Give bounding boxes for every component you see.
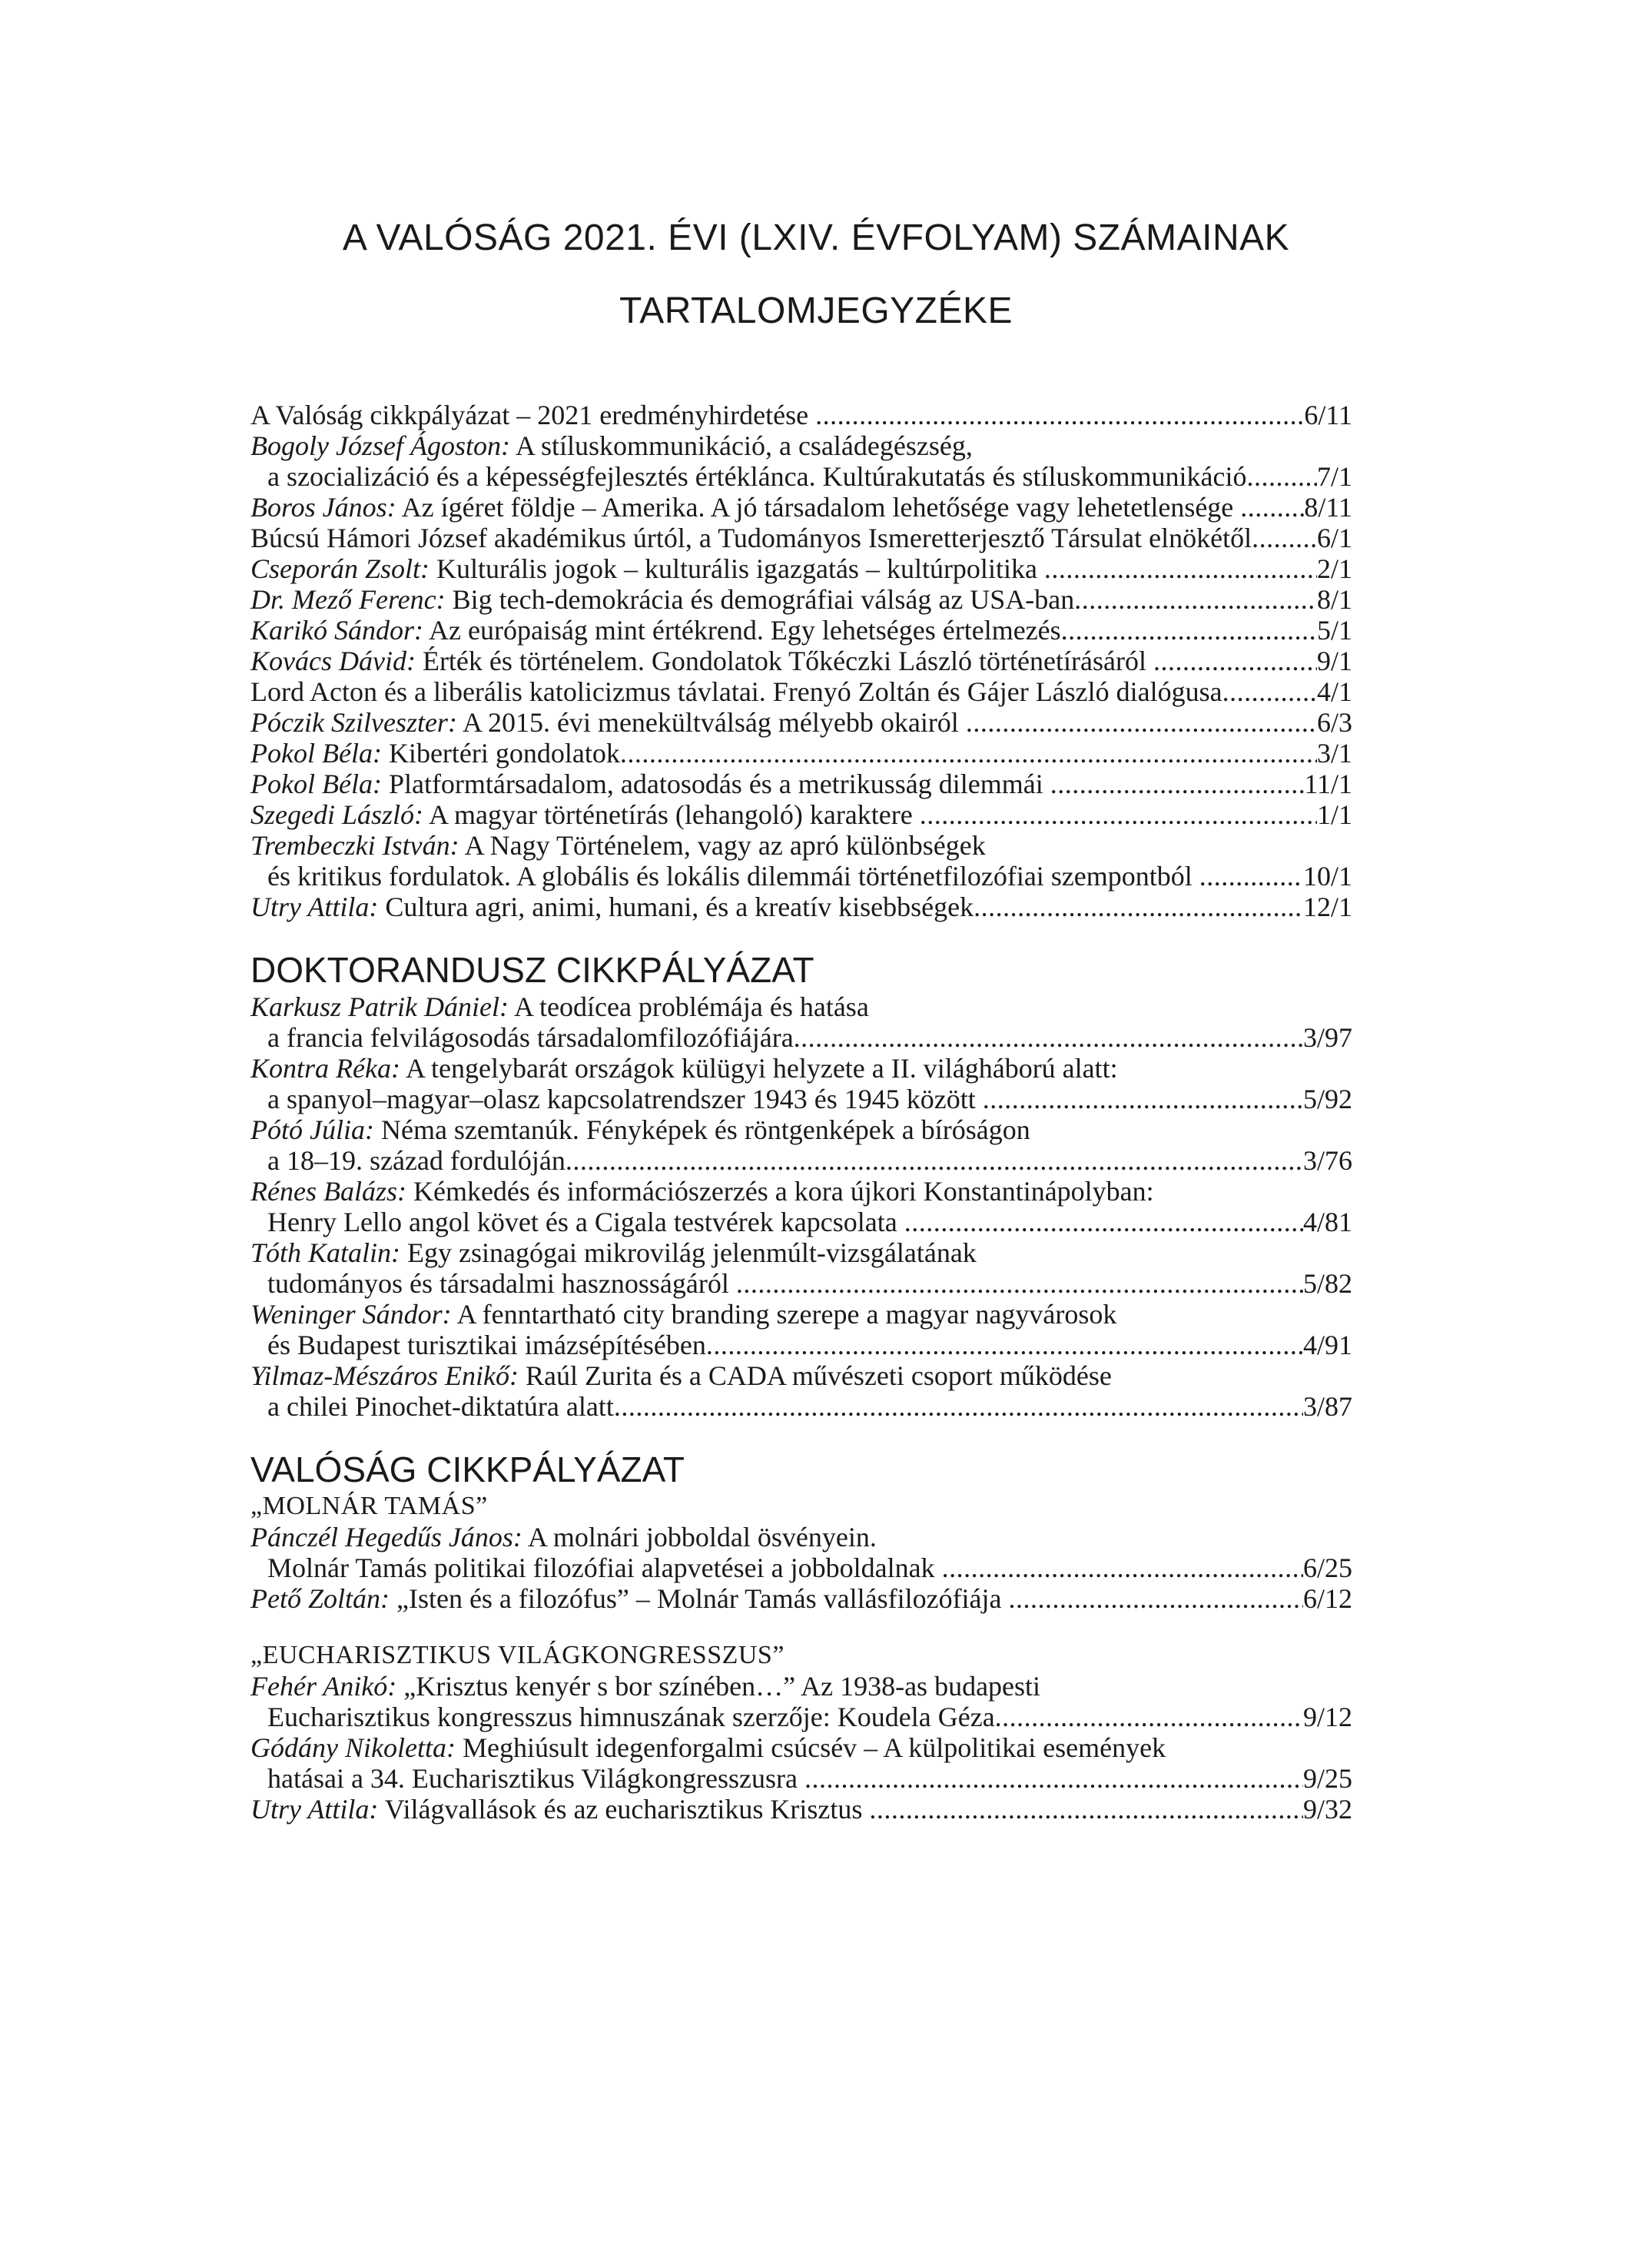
toc-entry-line-continued [250, 1084, 1352, 1114]
entry-title: A Nagy Történelem, vagy az apró különbségek [459, 830, 986, 861]
dot-leader [869, 1794, 1303, 1825]
entry-author: Dr. Mező Ferenc: [250, 584, 446, 615]
dot-leader [1061, 615, 1317, 646]
page-reference: 1/1 [1316, 799, 1352, 830]
page-reference: 4/81 [1302, 1207, 1352, 1237]
entry-title: Kémkedés és információszerzés a kora újkori Konstantinápolyban: [406, 1176, 1154, 1207]
toc-entry [250, 1360, 1352, 1422]
page-reference: 8/1 [1316, 584, 1352, 615]
toc-entry [250, 769, 1352, 799]
toc-entry-line-continued [250, 1145, 1352, 1176]
entry-title-continued: tudományos és társadalmi hasznosságáról [267, 1268, 736, 1299]
toc-entry-line [250, 1176, 1352, 1207]
table-of-contents [250, 400, 1352, 1825]
entry-title: Néma szemtanúk. Fényképek és röntgenképek a bíróságon [373, 1114, 1030, 1145]
page-reference: 5/92 [1302, 1084, 1352, 1114]
toc-entry-line [250, 1794, 1352, 1825]
toc-entry [250, 492, 1352, 523]
page-reference: 3/76 [1302, 1145, 1352, 1176]
toc-entry-line-continued [250, 1702, 1352, 1732]
entry-title: „Krisztus kenyér s bor színében…” Az 1938-as budapesti [396, 1671, 1041, 1702]
toc-entry [250, 676, 1352, 707]
entry-author: Karikó Sándor: [250, 615, 423, 646]
page-reference: 7/1 [1316, 461, 1352, 492]
entry-author: Pótó Júlia: [250, 1114, 374, 1145]
page-reference: 9/32 [1302, 1794, 1352, 1825]
dot-leader [1247, 461, 1317, 492]
page-reference: 3/87 [1302, 1391, 1352, 1422]
entry-author: Póczik Szilveszter: [250, 707, 457, 738]
entry-title: A fenntartható city branding szerepe a magyar nagyvárosok [451, 1299, 1117, 1330]
dot-leader [966, 707, 1317, 738]
toc-entry [250, 1732, 1352, 1794]
entry-title: A teodícea problémája és hatása [508, 991, 869, 1022]
toc-entry [250, 892, 1352, 922]
entry-author: Pokol Béla: [250, 738, 382, 769]
entry-title: Érték és történelem. Gondolatok Tőkéczki László történetírásáról [415, 646, 1153, 676]
entry-title: A magyar történetírás (lehangoló) karaktere [423, 799, 920, 830]
toc-entry [250, 830, 1352, 892]
entry-author: Kontra Réka: [250, 1053, 400, 1084]
toc-entry [250, 1053, 1352, 1114]
page-reference: 2/1 [1316, 553, 1352, 584]
entry-title-continued: a francia felvilágosodás társadalomfilozófiájára [267, 1022, 794, 1053]
entry-title: A 2015. évi menekültválság mélyebb okairól [456, 707, 966, 738]
dot-leader [1240, 492, 1304, 523]
page-reference: 6/11 [1304, 400, 1352, 430]
entry-author: Utry Attila: [250, 1794, 379, 1825]
entry-author: Pokol Béla: [250, 769, 382, 799]
main-entry-list [250, 400, 1352, 922]
page-reference: 4/1 [1316, 676, 1352, 707]
page-reference: 5/1 [1316, 615, 1352, 646]
document-title-line-2: TARTALOMJEGYZÉKE [619, 291, 1013, 331]
dot-leader [706, 1330, 1303, 1360]
toc-entry-line [250, 1732, 1352, 1763]
toc-entry-line [250, 1053, 1352, 1084]
toc-entry [250, 1522, 1352, 1583]
dot-leader [904, 1207, 1303, 1237]
toc-entry-line [250, 799, 1352, 830]
toc-entry-line [250, 1583, 1352, 1614]
entry-title-continued: és Budapest turisztikai imázsépítésében [267, 1330, 706, 1360]
entry-title-continued: Henry Lello angol követ és a Cigala testvérek kapcsolata [267, 1207, 904, 1237]
toc-entry [250, 523, 1352, 553]
toc-entry [250, 615, 1352, 646]
dot-leader [1009, 1583, 1303, 1614]
entry-author: Weninger Sándor: [250, 1299, 452, 1330]
page-reference: 9/25 [1302, 1763, 1352, 1794]
toc-entry [250, 707, 1352, 738]
entry-author: Fehér Anikó: [250, 1671, 397, 1702]
toc-entry-line [250, 830, 1352, 861]
toc-entry-line-continued [250, 1268, 1352, 1299]
entry-title: Búcsú Hámori József akadémikus úrtól, a Tudományos Ismeretterjesztő Társulat elnökétől [250, 523, 1252, 553]
toc-entry-line [250, 1522, 1352, 1552]
section-heading-doktorandusz: DOKTORANDUSZ CIKKPÁLYÁZAT [250, 950, 814, 990]
toc-entry [250, 1794, 1352, 1825]
toc-entry [250, 1176, 1352, 1237]
toc-entry-line [250, 646, 1352, 676]
toc-entry [250, 1671, 1352, 1732]
toc-entry-line-continued [250, 1391, 1352, 1422]
entry-title: Világvallások és az eucharisztikus Krisztus [378, 1794, 870, 1825]
entry-title-continued: a 18–19. század fordulóján [267, 1145, 566, 1176]
entry-author: Utry Attila: [250, 892, 379, 922]
page-reference: 3/97 [1302, 1022, 1352, 1053]
entry-title: Lord Acton és a liberális katolicizmus távlatai. Frenyó Zoltán és Gájer László dialógusa [250, 676, 1222, 707]
entry-author: Boros János: [250, 492, 396, 523]
dot-leader [974, 892, 1303, 922]
entry-author: Pánczél Hegedűs János: [250, 1522, 522, 1552]
doktorandusz-entry-list [250, 991, 1352, 1422]
entry-author: Gódány Nikoletta: [250, 1732, 456, 1763]
entry-title-continued: hatásai a 34. Eucharisztikus Világkongresszusra [267, 1763, 804, 1794]
toc-entry-line [250, 738, 1352, 769]
dot-leader [920, 799, 1317, 830]
entry-title: A Valóság cikkpályázat – 2021 eredményhirdetése [250, 400, 816, 430]
page-reference: 11/1 [1304, 769, 1352, 799]
toc-entry [250, 1114, 1352, 1176]
toc-entry-line [250, 1299, 1352, 1330]
section-heading-valosag: VALÓSÁG CIKKPÁLYÁZAT [250, 1449, 685, 1489]
eucharisztikus-entry-list [250, 1671, 1352, 1825]
page-reference: 9/12 [1302, 1702, 1352, 1732]
entry-title: „Isten és a filozófus” – Molnár Tamás vallásfilozófiája [389, 1583, 1009, 1614]
entry-title: Big tech-demokrácia és demográfiai válság az USA-ban [445, 584, 1075, 615]
dot-leader [995, 1702, 1303, 1732]
entry-author: Cseporán Zsolt: [250, 553, 430, 584]
toc-entry-line [250, 492, 1352, 523]
page-reference: 3/1 [1316, 738, 1352, 769]
page-reference: 8/11 [1304, 492, 1352, 523]
page-reference: 5/82 [1302, 1268, 1352, 1299]
entry-author: Rénes Balázs: [250, 1176, 406, 1207]
page-reference: 6/12 [1302, 1583, 1352, 1614]
toc-entry [250, 799, 1352, 830]
entry-title: Kulturális jogok – kulturális igazgatás – kultúrpolitika [430, 553, 1044, 584]
toc-entry-line-continued [250, 461, 1352, 492]
dot-leader [1222, 676, 1317, 707]
dot-leader [1044, 553, 1317, 584]
toc-entry-line [250, 892, 1352, 922]
dot-leader [815, 400, 1304, 430]
dot-leader [614, 1391, 1303, 1422]
toc-entry [250, 400, 1352, 430]
entry-title-continued: a chilei Pinochet-diktatúra alatt [267, 1391, 614, 1422]
toc-entry [250, 646, 1352, 676]
toc-entry-line [250, 1237, 1352, 1268]
dot-leader [1074, 584, 1317, 615]
toc-entry-line [250, 615, 1352, 646]
toc-entry-line [250, 769, 1352, 799]
dot-leader [804, 1763, 1303, 1794]
toc-entry-line [250, 991, 1352, 1022]
toc-entry [250, 430, 1352, 492]
entry-title-continued: Molnár Tamás politikai filozófiai alapvetései a jobboldalnak [267, 1552, 942, 1583]
toc-entry-line-continued [250, 1207, 1352, 1237]
toc-entry-line [250, 584, 1352, 615]
entry-title: Egy zsinagógai mikrovilág jelenmúlt-vizsgálatának [400, 1237, 977, 1268]
page-reference: 6/3 [1316, 707, 1352, 738]
dot-leader [566, 1145, 1303, 1176]
page-reference: 10/1 [1302, 861, 1352, 892]
dot-leader [620, 738, 1317, 769]
toc-entry-line [250, 676, 1352, 707]
dot-leader [736, 1268, 1303, 1299]
toc-entry-line [250, 1114, 1352, 1145]
toc-entry-line-continued [250, 861, 1352, 892]
toc-entry-line [250, 553, 1352, 584]
toc-entry-line [250, 1671, 1352, 1702]
toc-entry-line [250, 400, 1352, 430]
toc-entry-line-continued [250, 1552, 1352, 1583]
entry-title: Az európaiság mint értékrend. Egy lehetséges értelmezés [423, 615, 1061, 646]
toc-entry-line-continued [250, 1330, 1352, 1360]
toc-entry-line [250, 523, 1352, 553]
molnar-entry-list [250, 1522, 1352, 1614]
entry-title: A molnári jobboldal ösvényein. [522, 1522, 877, 1552]
entry-author: Szegedi László: [250, 799, 423, 830]
toc-entry [250, 553, 1352, 584]
dot-leader [1199, 861, 1303, 892]
page-reference: 6/25 [1302, 1552, 1352, 1583]
toc-entry [250, 738, 1352, 769]
page-reference: 6/1 [1316, 523, 1352, 553]
toc-entry [250, 1237, 1352, 1299]
page-reference: 9/1 [1316, 646, 1352, 676]
entry-author: Yilmaz-Mészáros Enikő: [250, 1360, 519, 1391]
toc-entry [250, 1583, 1352, 1614]
entry-title: Kibertéri gondolatok [381, 738, 620, 769]
entry-title: Az ígéret földje – Amerika. A jó társadalom lehetősége vagy lehetetlensége [396, 492, 1241, 523]
toc-entry-line [250, 1360, 1352, 1391]
dot-leader [1050, 769, 1305, 799]
toc-entry-line [250, 430, 1352, 461]
toc-entry-line [250, 707, 1352, 738]
page-reference: 4/91 [1302, 1330, 1352, 1360]
entry-title-continued: a szocializáció és a képességfejlesztés értéklánca. Kultúrakutatás és stíluskommunikáció [267, 461, 1247, 492]
document-title-line-1: A VALÓSÁG 2021. ÉVI (LXIV. ÉVFOLYAM) SZÁMAINAK [342, 218, 1290, 258]
dot-leader [794, 1022, 1303, 1053]
entry-title: A stíluskommunikáció, a családegészség, [509, 430, 973, 461]
dot-leader [942, 1552, 1303, 1583]
entry-title: A tengelybarát országok külügyi helyzete a II. világháború alatt: [400, 1053, 1118, 1084]
entry-author: Tóth Katalin: [250, 1237, 401, 1268]
page-reference: 12/1 [1302, 892, 1352, 922]
entry-title-continued: a spanyol–magyar–olasz kapcsolatrendszer 1943 és 1945 között [267, 1084, 983, 1114]
entry-title-continued: és kritikus fordulatok. A globális és lokális dilemmái történetfilozófiai szempontból [267, 861, 1199, 892]
subsection-heading-eucharisztikus: „EUCHARISZTIKUS VILÁGKONGRESSZUS” [250, 1641, 784, 1669]
toc-entry [250, 1299, 1352, 1360]
entry-author: Pető Zoltán: [250, 1583, 390, 1614]
dot-leader [1252, 523, 1317, 553]
entry-title: Meghiúsult idegenforgalmi csúcsév – A külpolitikai események [455, 1732, 1166, 1763]
toc-entry-line-continued [250, 1022, 1352, 1053]
dot-leader [1153, 646, 1317, 676]
entry-author: Bogoly József Ágoston: [250, 430, 510, 461]
toc-entry [250, 584, 1352, 615]
entry-author: Karkusz Patrik Dániel: [250, 991, 509, 1022]
entry-title: Cultura agri, animi, humani, és a kreatív kisebbségek [378, 892, 974, 922]
entry-author: Kovács Dávid: [250, 646, 416, 676]
toc-entry [250, 991, 1352, 1053]
entry-title-continued: Eucharisztikus kongresszus himnuszának szerzője: Koudela Géza [267, 1702, 995, 1732]
entry-author: Trembeczki István: [250, 830, 459, 861]
entry-title: Raúl Zurita és a CADA művészeti csoport működése [518, 1360, 1112, 1391]
subsection-heading-molnar: „MOLNÁR TAMÁS” [250, 1492, 488, 1520]
toc-entry-line-continued [250, 1763, 1352, 1794]
dot-leader [983, 1084, 1303, 1114]
entry-title: Platformtársadalom, adatosodás és a metrikusság dilemmái [381, 769, 1050, 799]
